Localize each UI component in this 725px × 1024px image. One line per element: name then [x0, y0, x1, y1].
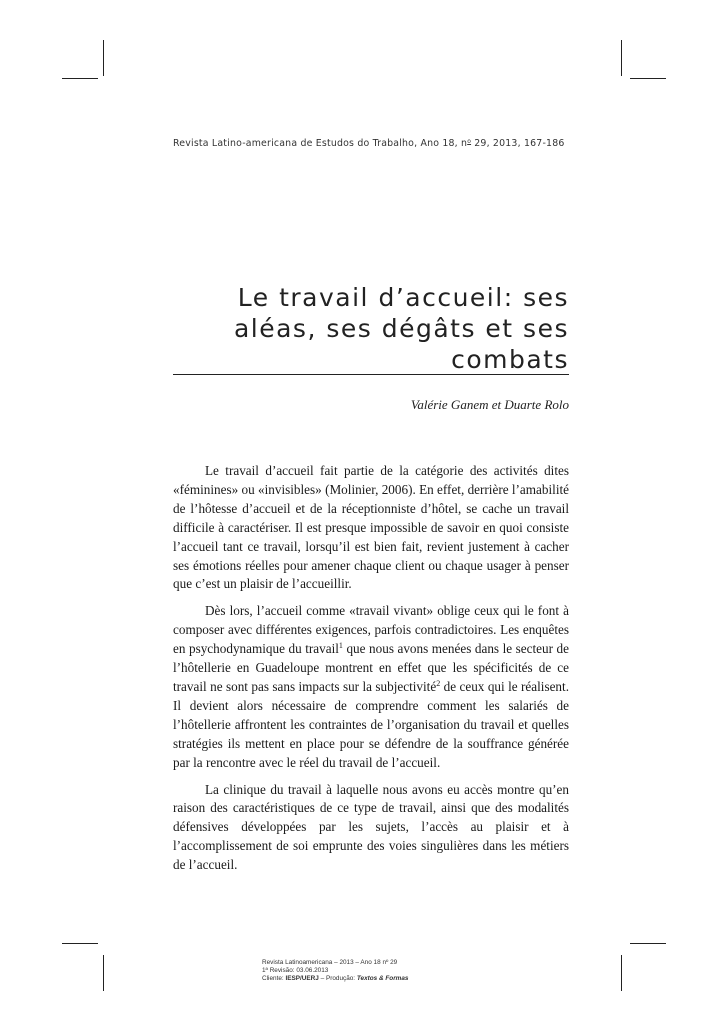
- crop-mark: [62, 943, 98, 944]
- paragraph-2-part-1: Dès lors, l’accueil comme «travail vivant» oblige ceux qui le font à composer avec différentes exigences, parfois contradictoires. Les enquêtes en psychodynamique du travail: [173, 603, 569, 657]
- footnote-ref-1[interactable]: 1: [338, 641, 343, 651]
- paragraph-2: [173, 602, 569, 772]
- print-footer: [262, 959, 482, 983]
- crop-mark: [630, 943, 666, 944]
- title-divider: [173, 374, 569, 375]
- title-line-2: aléas, ses dégâts et ses: [233, 314, 569, 343]
- crop-mark: [630, 78, 666, 79]
- footer-line-1: Revista Latinoamericana – 2013 – Ano 18 nº 29: [262, 959, 398, 966]
- footer-producer: Textos & Formas: [356, 975, 409, 982]
- running-head-text: Revista Latino-americana de Estudos do Trabalho, Ano 18, n: [173, 138, 468, 149]
- footer-production-label: – Produção:: [318, 975, 357, 982]
- footer-client: IESP/UERJ: [285, 975, 319, 982]
- paragraph-2-part-2: que nous avons menées dans le secteur de l’hôtellerie en Guadeloupe montrent en effet que les spécificités de ce travail ne sont pas sans impacts sur la subjectivité: [173, 641, 569, 694]
- running-head-issue: 29, 2013, 167-186: [471, 138, 565, 149]
- footer-client-label: Cliente:: [262, 975, 286, 982]
- crop-mark: [621, 40, 622, 76]
- article-title: [173, 282, 569, 375]
- title-line-3: combats: [451, 345, 569, 374]
- footnote-ref-2[interactable]: 2: [436, 678, 441, 688]
- title-line-1: Le travail d’accueil: ses: [237, 283, 569, 312]
- crop-mark: [103, 955, 104, 991]
- paragraph-2-part-3: de ceux qui le réalisent. Il devient alors nécessaire de comprendre comment les salariés de l’hôtellerie affrontent les contraintes de l’organisation du travail et quelles stratégies ils mettent en place pour se défendre de la souffrance générée par la rencontre avec le réel du travail de l’accueil.: [173, 678, 569, 770]
- running-head-number-mark: o: [467, 138, 472, 145]
- running-head: [173, 138, 593, 149]
- footer-line-2: 1ª Revisão: 03.06.2013: [262, 967, 329, 974]
- paragraph-3: La clinique du travail à laquelle nous avons eu accès montre qu’en raison des caractéristiques de ce type de travail, ainsi que des modalités défensives développées par les sujets, l’accès au plaisir et à l’accomplissement de soi emprunte des voies singulières dans les métiers de l’accueil.: [173, 781, 569, 873]
- paragraph-1: Le travail d’accueil fait partie de la catégorie des activités dites «féminines» ou «invisibles» (Molinier, 2006). En effet, derrière l’amabilité de l’hôtesse d’accueil et de la réceptionniste d’hôtel, se cache un travail difficile à caractériser. Il est presque impossible de savoir en quoi consiste l’accueil tant ce travail, lorsqu’il est bien fait, revient justement à cacher ses émotions réelles pour amener chaque client ou chaque usager à penser que c’est un plaisir de l’accueillir.: [173, 463, 569, 592]
- crop-mark: [103, 40, 104, 76]
- crop-mark: [62, 78, 98, 79]
- crop-mark: [621, 955, 622, 991]
- footer-line-3: [262, 975, 482, 983]
- article-body: [173, 462, 569, 883]
- authors: Valérie Ganem et Duarte Rolo: [410, 397, 569, 412]
